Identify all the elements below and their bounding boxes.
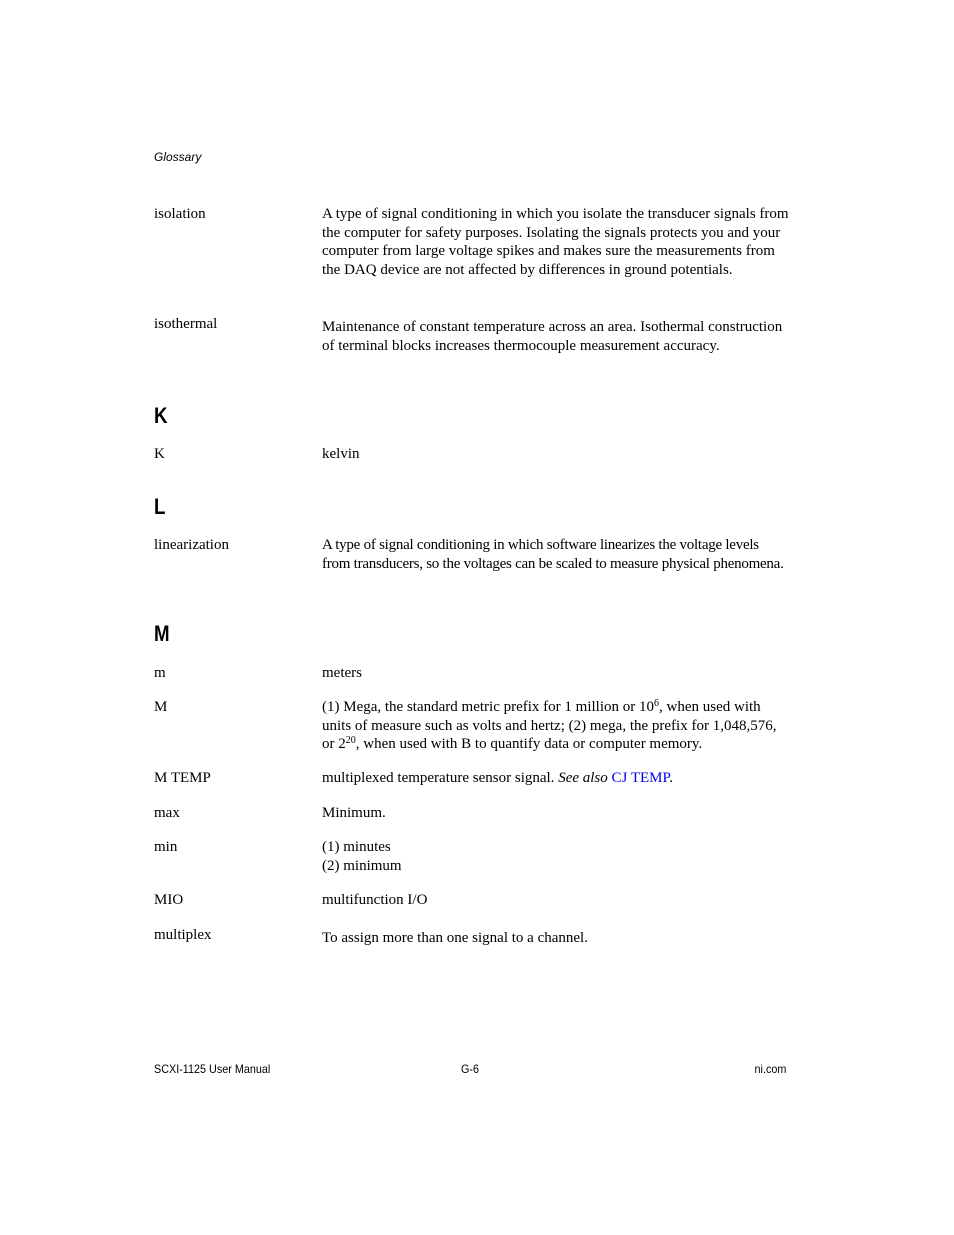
section-heading-m: M <box>154 621 170 646</box>
definition-mega-part1: (1) Mega, the standard metric prefix for 1 million or 10 <box>322 699 654 715</box>
definition-multiplex: To assign more than one signal to a channel. <box>322 930 588 946</box>
definition-m-temp-end: . <box>669 770 673 786</box>
running-head: Glossary <box>154 150 202 164</box>
definition-mega-part2: , when used with units of measure such as volts and hertz; (2) mega, the prefix for 1,048,576, or 2 <box>322 699 777 753</box>
definition-linearization: A type of signal conditioning in which software linearizes the voltage levels from transducers, so the voltages can be scaled to measure physical phenomena. <box>322 537 784 572</box>
definition-m: meters <box>322 665 362 681</box>
see-also-label: See also <box>558 770 608 786</box>
definition-mega <box>322 698 790 754</box>
term-max: max <box>154 805 180 821</box>
definition-m-temp-text: multiplexed temperature sensor signal. <box>322 770 559 786</box>
definition-mio: multifunction I/O <box>322 892 428 908</box>
term-m-temp: M TEMP <box>154 770 211 786</box>
section-heading-k: K <box>154 403 168 428</box>
term-isothermal: isothermal <box>154 316 218 332</box>
definition-mega-part3: , when used with B to quantify data or computer memory. <box>355 736 703 753</box>
definition-min-line2: (2) minimum <box>322 857 402 874</box>
term-mega: M <box>154 699 168 715</box>
term-min: min <box>154 839 178 855</box>
section-heading-l: L <box>154 494 166 519</box>
term-mio: MIO <box>154 892 184 908</box>
definition-max: Minimum. <box>322 805 386 821</box>
definition-mega-exponent1: 6 <box>654 698 659 709</box>
footer-manual-title: SCXI-1125 User Manual <box>154 1062 271 1076</box>
footer-website: ni.com <box>754 1062 786 1076</box>
cj-temp-link[interactable]: CJ TEMP <box>611 770 670 786</box>
definition-isolation: A type of signal conditioning in which you isolate the transducer signals from the computer for safety purposes. Isolating the signals protects you and your computer from large voltage spikes and makes sure the measurements from the DAQ device are not affected by differences in ground potentials. <box>322 206 789 279</box>
term-k: K <box>154 446 165 462</box>
term-linearization: linearization <box>154 537 229 553</box>
definition-k: kelvin <box>322 446 360 462</box>
definition-min-line1: (1) minutes <box>322 839 391 855</box>
definition-min <box>322 838 790 875</box>
term-multiplex: multiplex <box>154 927 212 943</box>
footer-page-number: G-6 <box>461 1062 480 1076</box>
term-isolation: isolation <box>154 206 206 222</box>
definition-mega-exponent2: 20 <box>345 735 356 747</box>
term-m: m <box>154 665 166 681</box>
definition-m-temp <box>322 769 790 788</box>
definition-isothermal: Maintenance of constant temperature across an area. Isothermal construction of terminal blocks increases thermocouple measurement accuracy. <box>322 319 783 354</box>
